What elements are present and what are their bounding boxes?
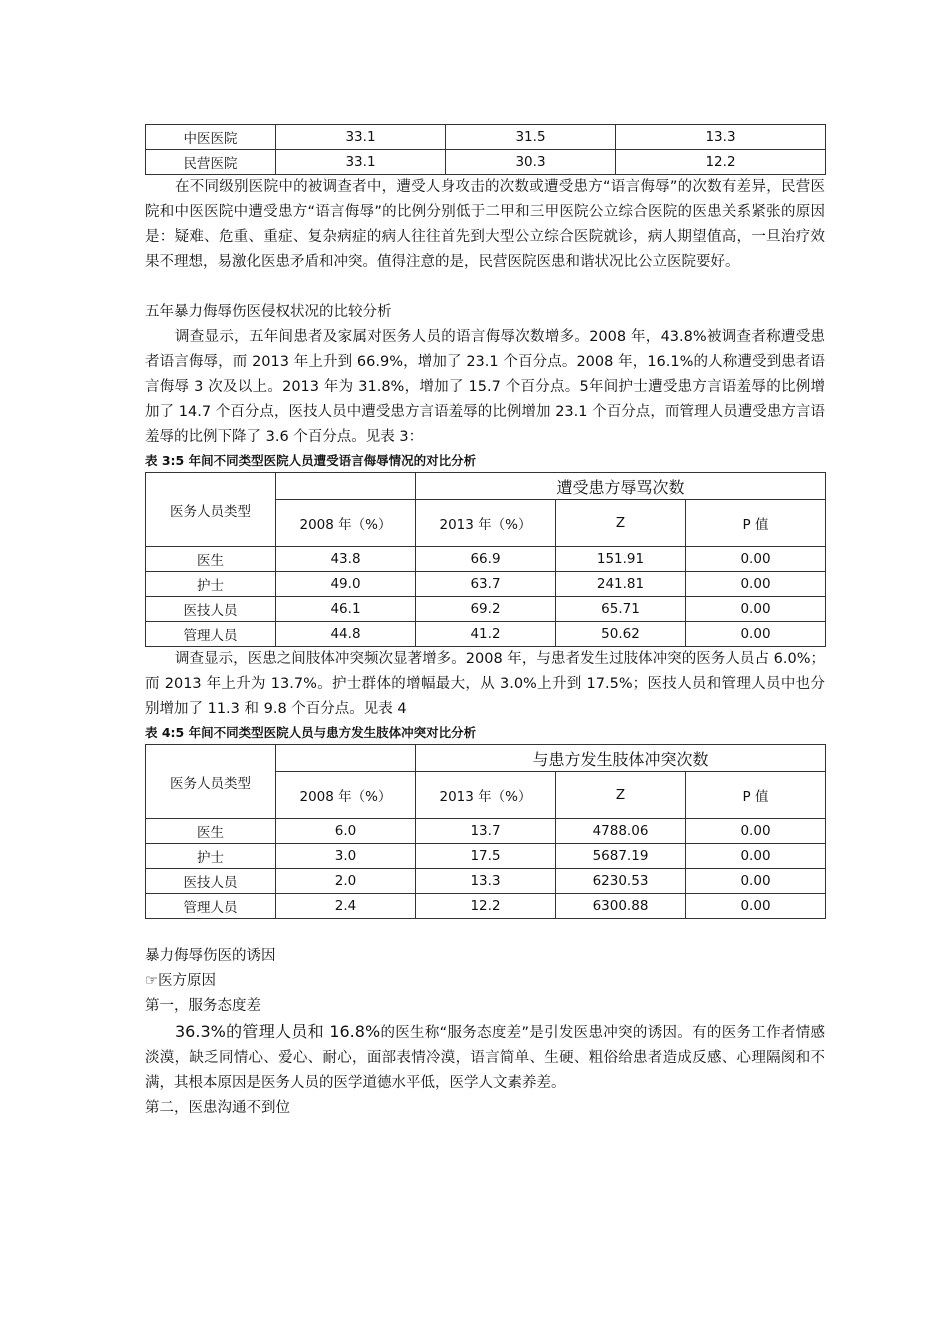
section-heading: 暴力侮辱伤医的诱因 xyxy=(145,948,276,964)
table-row xyxy=(146,150,826,175)
table-cell: 0.00 xyxy=(686,597,826,622)
table4 xyxy=(145,744,826,919)
table-cell: 6300.88 xyxy=(556,894,686,919)
document-page xyxy=(145,124,825,1121)
paragraph-physical-conflict: 调查显示，医患之间肢体冲突频次显著增多。2008 年，与患者发生过肢体冲突的医务人员占 6.0%；而 2013 年上升为 13.7%。护士群体的增幅最大，从 3.0%上升到 17.5%；医技人员和管理人员中也分别增加了 11.3 和 9.8 个百分点。见表 4 xyxy=(145,651,825,717)
table-cell: 44.8 xyxy=(276,622,416,647)
table-cell: 50.62 xyxy=(556,622,686,647)
table-header-row xyxy=(146,745,826,772)
column-header: 2008 年（%） xyxy=(276,500,416,547)
table-cell: 管理人员 xyxy=(146,894,276,919)
table-cell: 0.00 xyxy=(686,819,826,844)
table-cell: 医生 xyxy=(146,547,276,572)
table-cell: 65.71 xyxy=(556,597,686,622)
table-cell: 12.2 xyxy=(416,894,556,919)
paragraph-text: 的医生称“服务态度差”是引发医患冲突的诱因。有的医务工作者情感淡漠，缺乏同情心、爱心、耐心，面部表情冷漠，语言简单、生硬、粗俗给患者造成反感、心理隔阂和不满，其根本原因是医务人员的医学道德水平低，医学人文素养差。 xyxy=(145,1025,825,1091)
row-header-cell: 医务人员类型 xyxy=(146,745,276,819)
table-cell: 0.00 xyxy=(686,547,826,572)
table-cell: 护士 xyxy=(146,572,276,597)
blank-line xyxy=(145,275,825,300)
column-header: 2013 年（%） xyxy=(416,500,556,547)
column-header: Z xyxy=(556,500,686,547)
table-header-row xyxy=(146,473,826,500)
empty-header-cell xyxy=(276,745,416,772)
table-row xyxy=(146,572,826,597)
table-cell: 69.2 xyxy=(416,597,556,622)
table-cell: 0.00 xyxy=(686,869,826,894)
table-cell: 13.3 xyxy=(616,125,826,150)
top-table xyxy=(145,124,826,175)
table-cell: 中医医院 xyxy=(146,125,276,150)
column-header: 2008 年（%） xyxy=(276,772,416,819)
paragraph-hospital-levels: 在不同级别医院中的被调查者中，遭受人身攻击的次数或遭受患方“语言侮辱”的次数有差异，民营医院和中医医院中遭受患方“语言侮辱”的比例分别低于二甲和三甲医院公立综合医院的医患关系紧张的原因是：疑难、危重、重症、复杂病症的病人往往首先到大型公立综合医院就诊，病人期望值高，一旦治疗效果不理想，易激化医患矛盾和冲突。值得注意的是，民营医院医患和谐状况比公立医院要好。 xyxy=(145,179,825,270)
table-cell: 13.3 xyxy=(416,869,556,894)
table-cell: 33.1 xyxy=(276,125,446,150)
table-cell: 医生 xyxy=(146,819,276,844)
table-row xyxy=(146,125,826,150)
point-heading: 第二，医患沟通不到位 xyxy=(145,1100,290,1116)
table-cell: 0.00 xyxy=(686,622,826,647)
group-header-cell: 与患方发生肢体冲突次数 xyxy=(416,745,826,772)
table-cell: 0.00 xyxy=(686,844,826,869)
empty-header-cell xyxy=(276,473,416,500)
table-row xyxy=(146,894,826,919)
subsection-heading: ☞医方原因 xyxy=(145,973,216,989)
blank-line xyxy=(145,919,825,944)
table-cell: 12.2 xyxy=(616,150,826,175)
table3 xyxy=(145,472,826,647)
row-header-cell: 医务人员类型 xyxy=(146,473,276,547)
table4-caption: 表 4:5 年间不同类型医院人员与患方发生肢体冲突对比分析 xyxy=(145,725,477,740)
table-row xyxy=(146,547,826,572)
table-cell: 2.0 xyxy=(276,869,416,894)
table-cell: 43.8 xyxy=(276,547,416,572)
table-cell: 46.1 xyxy=(276,597,416,622)
table-cell: 66.9 xyxy=(416,547,556,572)
table-cell: 31.5 xyxy=(446,125,616,150)
table-cell: 41.2 xyxy=(416,622,556,647)
table-cell: 医技人员 xyxy=(146,597,276,622)
table-cell: 2.4 xyxy=(276,894,416,919)
table3-caption: 表 3:5 年间不同类型医院人员遭受语言侮辱情况的对比分析 xyxy=(145,453,477,468)
column-header: 2013 年（%） xyxy=(416,772,556,819)
column-header: P 值 xyxy=(686,772,826,819)
table-cell: 63.7 xyxy=(416,572,556,597)
table-row xyxy=(146,869,826,894)
table-cell: 17.5 xyxy=(416,844,556,869)
group-header-cell: 遭受患方辱骂次数 xyxy=(416,473,826,500)
section-heading: 五年暴力侮辱伤医侵权状况的比较分析 xyxy=(145,304,392,320)
table-cell: 6230.53 xyxy=(556,869,686,894)
column-header: P 值 xyxy=(686,500,826,547)
table-cell: 6.0 xyxy=(276,819,416,844)
column-header: Z xyxy=(556,772,686,819)
table-cell: 151.91 xyxy=(556,547,686,572)
table-cell: 4788.06 xyxy=(556,819,686,844)
paragraph-verbal-abuse: 调查显示，五年间患者及家属对医务人员的语言侮辱次数增多。2008 年，43.8%被调查者称遭受患者语言侮辱，而 2013 年上升到 66.9%，增加了 23.1 个百分点。2008 年，16.1%的人称遭受到患者语言侮辱 3 次及以上。2013 年为 31.8%，增加了 15.7 个百分点。5年间护士遭受患方言语羞辱的比例增加了 14.7 个百分点，医技人员中遭受患方言语羞辱的比例增加 23.1 个百分点，而管理人员遭受患方言语羞辱的比例下降了 3.6 个百分点。见表 3： xyxy=(145,329,825,445)
lead-statistic: 36.3%的管理人员和 16.8% xyxy=(175,1022,381,1041)
table-cell: 医技人员 xyxy=(146,869,276,894)
table-cell: 护士 xyxy=(146,844,276,869)
table-cell: 5687.19 xyxy=(556,844,686,869)
table-cell: 49.0 xyxy=(276,572,416,597)
table-row xyxy=(146,622,826,647)
table-cell: 管理人员 xyxy=(146,622,276,647)
table-cell: 0.00 xyxy=(686,572,826,597)
table-row xyxy=(146,844,826,869)
paragraph-service-attitude xyxy=(145,1019,825,1096)
table-cell: 30.3 xyxy=(446,150,616,175)
table-cell: 0.00 xyxy=(686,894,826,919)
table-row xyxy=(146,597,826,622)
table-cell: 241.81 xyxy=(556,572,686,597)
table-cell: 3.0 xyxy=(276,844,416,869)
table-cell: 民营医院 xyxy=(146,150,276,175)
table-cell: 33.1 xyxy=(276,150,446,175)
point-heading: 第一，服务态度差 xyxy=(145,998,261,1014)
table-row xyxy=(146,819,826,844)
table-cell: 13.7 xyxy=(416,819,556,844)
